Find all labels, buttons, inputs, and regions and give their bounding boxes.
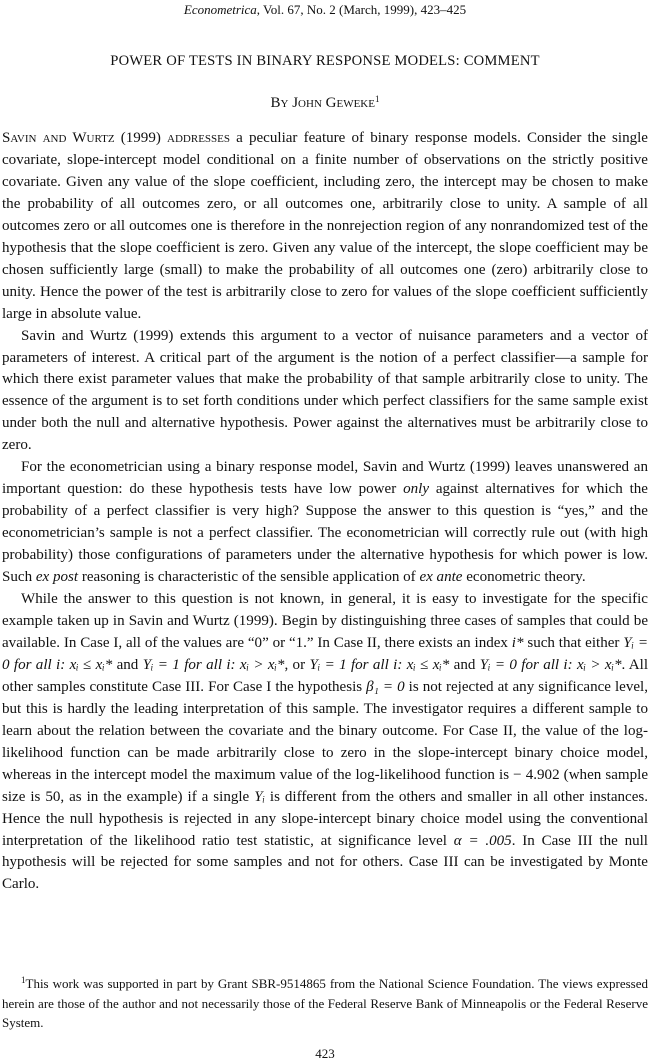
- paragraph-4-text-c: and: [112, 656, 143, 673]
- paragraph-1-lead: Savin and Wurtz (1999) addresses: [2, 130, 230, 146]
- paragraph-3: [2, 457, 648, 589]
- math-i-star: i*: [511, 634, 524, 651]
- author-footnote-marker: 1: [374, 94, 380, 104]
- math-condition-4: Yᵢ = 0 for all i: xᵢ > xᵢ*: [479, 656, 622, 673]
- paragraph-4-text-i: . In Case III the null hypothesis will be rejected for some samples and not for others. Case III can be investigated by Monte Carlo.: [2, 832, 648, 893]
- paragraph-3-text-d: econometric theory.: [462, 569, 586, 586]
- math-beta-hypothesis: β₁ = 0: [366, 678, 405, 695]
- paragraph-4-text-e: and: [449, 656, 480, 673]
- paragraph-3-text-b: against alternatives for which the probability of a perfect classifier is very high? Suppose the answer to this question is “yes,” and the econometrician’s sample is not a perfect classifier. The econometrician will correctly rule out (with high probability) those configurations of parameters under the alternative hypothesis for which power is low. Such: [2, 481, 648, 586]
- running-head: [0, 2, 650, 18]
- paragraph-4-text-a: While the answer to this question is not known, in general, it is easy to investigate for the specific example taken up in Savin and Wurtz (1999). Begin by distinguishing three cases of samples that could be available. In Case I, all of the values are “0” or “1.” In Case II, there exists an index: [2, 591, 648, 651]
- footnote: [2, 974, 648, 1033]
- journal-citation: , Vol. 67, No. 2 (March, 1999), 423–425: [256, 2, 467, 17]
- paragraph-4-text-d: , or: [284, 656, 310, 673]
- paragraph-4-text-g: is not rejected at any significance level, but this is hardly the leading interpretation of this sample. The investigator requires a different sample to learn about the relation between the covariate and the binary outcome. For Case II, the value of the log-likelihood function can be made arbitrarily close to zero in the slope-intercept binary choice model, whereas in the intercept model the maximum value of the log-likelihood function is − 4.902 (when sample size is 50, as in the example) if a single: [2, 678, 648, 805]
- paragraph-4-text-f: . All other samples constitute Case III. For Case I the hypothesis: [2, 656, 649, 695]
- paragraph-4: [2, 589, 648, 896]
- math-condition-2: Yᵢ = 1 for all i: xᵢ > xᵢ*: [142, 656, 285, 673]
- byline: [0, 94, 650, 112]
- math-y-i: Yᵢ: [254, 788, 265, 805]
- paragraph-3-text-c: reasoning is characteristic of the sensible application of: [78, 569, 420, 586]
- paragraph-3-text-a: For the econometrician using a binary response model, Savin and Wurtz (1999) leaves unanswered an important question: do these hypothesis tests have low power: [2, 459, 648, 498]
- paragraph-4-text-b: such that either: [523, 634, 624, 651]
- article-title: POWER OF TESTS IN BINARY RESPONSE MODELS: COMMENT: [110, 53, 540, 69]
- author-name: John Geweke: [292, 95, 375, 111]
- math-alpha-level: α = .005: [453, 832, 512, 849]
- emphasis-ex-post: ex post: [35, 569, 79, 586]
- paragraph-2: Savin and Wurtz (1999) extends this argument to a vector of nuisance parameters and a vector of parameters of interest. A critical part of the argument is the notion of a perfect classifier—a sample for which there exist parameter values that make the probability of that sample arbitrarily close to unity. The essence of the argument is to set forth conditions under which perfect classifiers for the same sample exist under both the null and alternative hypothesis. Power against the alternatives must be arbitrarily close to zero.: [2, 327, 648, 454]
- journal-name: Econometrica: [183, 2, 257, 17]
- emphasis-only: only: [403, 481, 429, 498]
- footnote-marker: 1: [21, 975, 26, 985]
- math-condition-3: Yᵢ = 1 for all i: xᵢ ≤ xᵢ*: [309, 656, 450, 673]
- paragraph-4-text-h: is different from the others and smaller in all other instances. Hence the null hypothesis is rejected in any slope-intercept binary choice model using the conventional interpretation of the likelihood ratio test statistic, at significance level: [2, 788, 649, 849]
- math-condition-1: Yᵢ = 0 for all i: xᵢ ≤ xᵢ*: [2, 634, 648, 673]
- emphasis-ex-ante: ex ante: [419, 569, 463, 586]
- paragraph-1-text: a peculiar feature of binary response models. Consider the single covariate, slope-intercept model conditional on a finite number of observations on the strictly positive covariate. Given any value of the slope coefficient, including zero, the intercept may be chosen to make the probability of all outcomes zero, or all outcomes one, arbitrarily close to unity. A sample of all outcomes zero or all outcomes one is therefore in the nonrejection region of any nonrandomized test of the hypothesis that the slope coefficient is zero. Given any value of the intercept, the slope coefficient may be chosen sufficiently large (small) to make the probability of all outcomes one (zero) arbitrarily close to unity. Hence the power of the test is arbitrarily close to zero for values of the slope coefficient sufficiently large in absolute value.: [2, 130, 648, 322]
- paragraph-1: [2, 128, 648, 326]
- article-body: [2, 128, 648, 896]
- byline-prefix: By: [270, 95, 289, 111]
- footnote-text: This work was supported in part by Grant SBR-9514865 from the National Science Foundation. The views expressed herein are those of the author and not necessarily those of the Federal Reserve Bank of Minneapolis or the Federal Reserve System.: [2, 976, 648, 1030]
- page-number: 423: [315, 1046, 335, 1061]
